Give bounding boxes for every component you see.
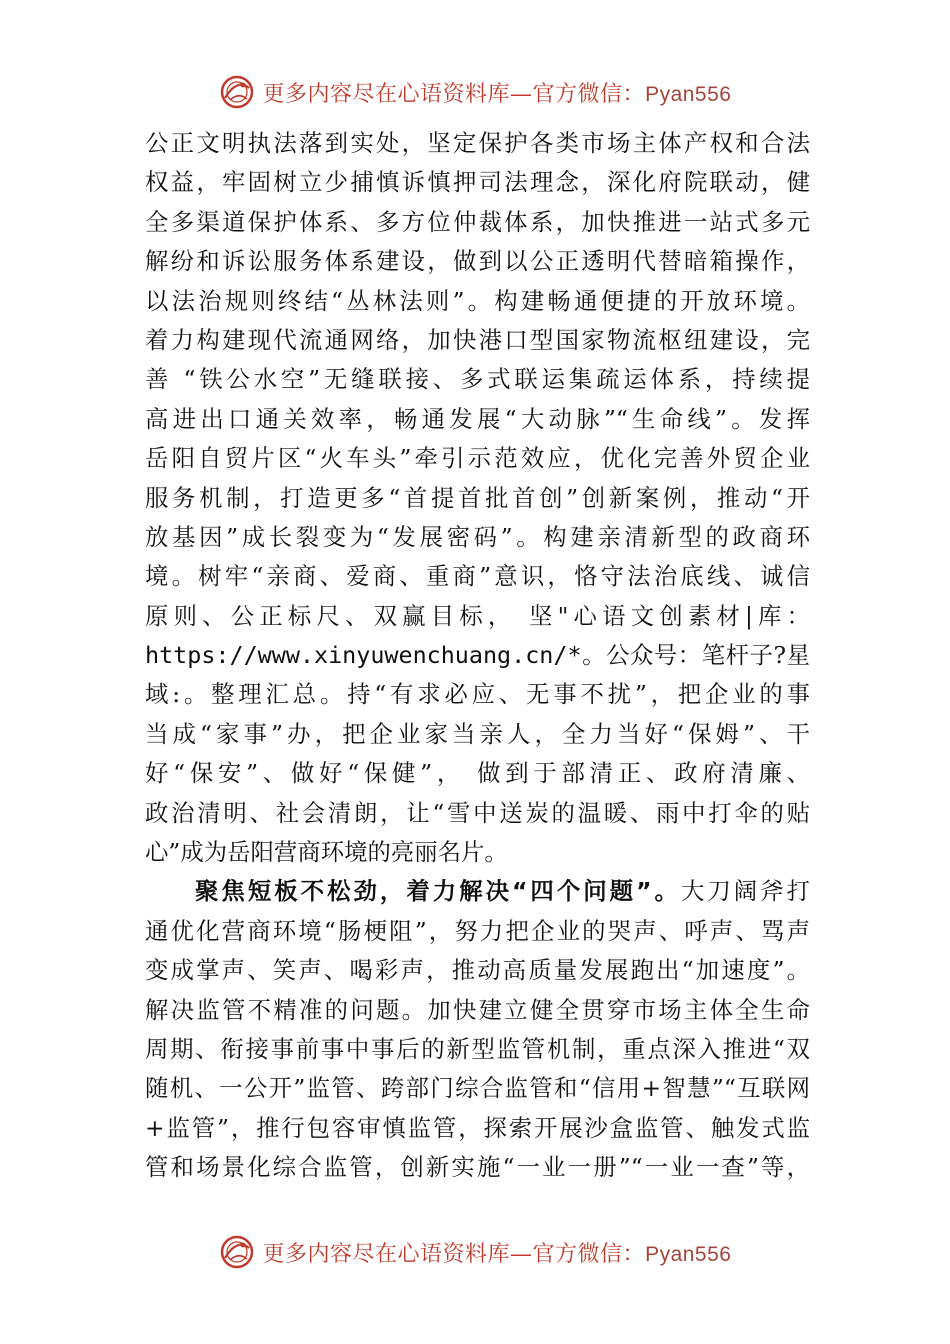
body-line: 随机、一公开”监管、跨部门综合监管和“信用+智慧”“互联网 bbox=[145, 1074, 810, 1103]
section-heading-tail: 大刀阔斧打 bbox=[680, 877, 810, 906]
footer-banner bbox=[0, 1228, 950, 1276]
body-line: 服务机制，打造更多“首提首批首创”创新案例，推动“开 bbox=[145, 483, 810, 512]
body-line: 心”成为岳阳营商环境的亮丽名片。 bbox=[145, 838, 508, 867]
footer-banner-official: 官方微信： bbox=[532, 1241, 646, 1267]
body-line: 全多渠道保护体系、多方位仲裁体系，加快推进一站式多元 bbox=[145, 207, 810, 236]
body-line: 高进出口通关效率，畅通发展“大动脉”“生命线”。发挥 bbox=[145, 404, 810, 433]
body-line: 通优化营商环境“肠梗阻”，努力把企业的哭声、呼声、骂声 bbox=[145, 916, 810, 945]
body-line: 政治清明、社会清朗，让“雪中送炭的温暖、雨中打伞的贴 bbox=[145, 798, 810, 827]
header-banner-official: 官方微信： bbox=[532, 81, 646, 107]
body-line: 变成掌声、笑声、喝彩声，推动高质量发展跑出“加速度”。 bbox=[145, 956, 810, 985]
header-banner-text bbox=[263, 77, 732, 108]
footer-banner-wechat: Pyan556 bbox=[645, 1242, 732, 1266]
body-line: 解决监管不精准的问题。加快建立健全贯穿市场主体全生命 bbox=[145, 995, 810, 1024]
body-line: 权益，牢固树立少捕慎诉慎押司法理念，深化府院联动，健 bbox=[145, 168, 810, 197]
footer-banner-main: 更多内容尽在心语资料库 bbox=[262, 1241, 511, 1267]
body-line-tail: 。公众号：笔杆子?星 bbox=[581, 641, 810, 670]
header-banner-dash: — bbox=[510, 81, 533, 107]
body-line: 着力构建现代流通网络，加快港口型国家物流枢纽建设，完 bbox=[145, 325, 810, 354]
footer-banner-inner bbox=[219, 1234, 732, 1270]
header-banner-wechat: Pyan556 bbox=[645, 82, 732, 106]
body-line: 公正文明执法落到实处，坚定保护各类市场主体产权和合法 bbox=[145, 129, 810, 157]
body-line: 好“保安”、做好“保健”， 做到于部清正、政府清廉、 bbox=[145, 759, 810, 788]
section-heading-line bbox=[145, 872, 810, 911]
body-line: 以法治规则终结“丛林法则”。构建畅通便捷的开放环境。 bbox=[145, 286, 810, 315]
document-body bbox=[145, 124, 810, 1188]
body-line: 解纷和诉讼服务体系建设，做到以公正透明代替暗箱操作， bbox=[145, 247, 810, 276]
section-heading: 聚焦短板不松劲，着力解决“四个问题”。 bbox=[195, 877, 681, 906]
body-line: 岳阳自贸片区“火车头”牵引示范效应，优化完善外贸企业 bbox=[145, 444, 810, 473]
body-line: 当成“家事”办，把企业家当亲人，全力当好“保姆”、干 bbox=[145, 719, 810, 748]
header-banner bbox=[0, 68, 950, 116]
body-line: 域:。整理汇总。持“有求必应、无事不扰”，把企业的事 bbox=[145, 680, 810, 709]
body-line: 境。树牢“亲商、爱商、重商”意识，恪守法治底线、诚信 bbox=[145, 562, 810, 591]
footer-banner-text bbox=[263, 1237, 732, 1268]
header-banner-inner bbox=[219, 74, 732, 110]
body-line: 管和场景化综合监管，创新实施“一业一册”“一业一查”等， bbox=[145, 1153, 810, 1182]
body-line: 周期、衔接事前事中事后的新型监管机制，重点深入推进“双 bbox=[145, 1034, 810, 1063]
footer-banner-dash: — bbox=[510, 1241, 533, 1267]
body-line-url bbox=[145, 636, 810, 675]
seal-logo-icon bbox=[219, 1234, 255, 1270]
body-line: 放基因”成长裂变为“发展密码”。构建亲清新型的政商环 bbox=[145, 522, 810, 551]
body-line: +监管”，推行包容审慎监管，探索开展沙盒监管、触发式监 bbox=[145, 1113, 810, 1142]
body-line: 善 “铁公水空”无缝联接、多式联运集疏运体系，持续提 bbox=[145, 365, 810, 394]
header-banner-main: 更多内容尽在心语资料库 bbox=[262, 81, 511, 107]
seal-logo-icon bbox=[219, 74, 255, 110]
body-line: 原则、公正标尺、双赢目标， 坚"心语文创素材|库： bbox=[145, 601, 810, 630]
source-url: https://www.xinyuwenchuang.cn/* bbox=[145, 641, 582, 670]
